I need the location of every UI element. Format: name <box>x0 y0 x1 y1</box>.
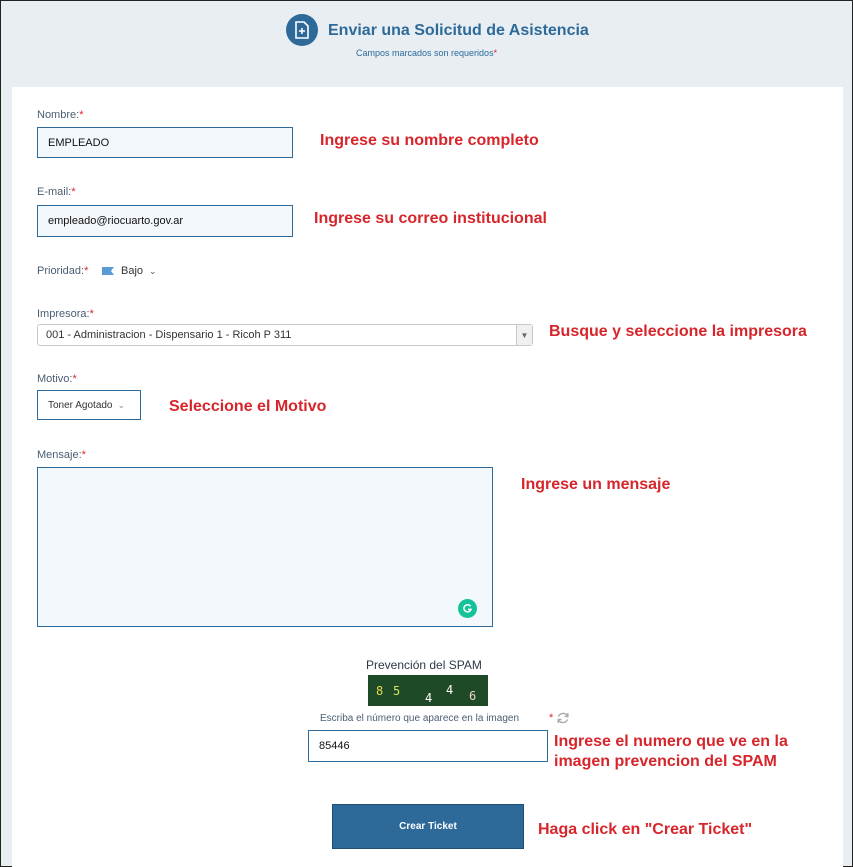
captcha-required-mark: * <box>549 712 554 724</box>
impresora-value: 001 - Administracion - Dispensario 1 - Ricoh P 311 <box>46 329 292 341</box>
select-arrow-icon[interactable]: ▼ <box>516 325 532 345</box>
mensaje-annotation: Ingrese un mensaje <box>521 476 671 493</box>
new-document-icon <box>286 14 318 46</box>
nombre-label: Nombre:* <box>37 109 84 121</box>
motivo-label: Motivo:* <box>37 373 77 385</box>
motivo-annotation: Seleccione el Motivo <box>169 398 327 415</box>
email-input[interactable]: empleado@riocuarto.gov.ar <box>37 205 293 237</box>
impresora-select[interactable] <box>37 324 533 346</box>
impresora-label: Impresora:* <box>37 308 94 320</box>
spam-title: Prevención del SPAM <box>366 658 482 672</box>
chevron-down-icon: ⌄ <box>149 265 157 276</box>
email-annotation: Ingrese su correo institucional <box>314 210 547 227</box>
priority-flag-icon <box>101 266 115 276</box>
page-title: Enviar una Solicitud de Asistencia <box>328 22 589 39</box>
mensaje-label: Mensaje:* <box>37 449 86 461</box>
captcha-image <box>368 675 488 706</box>
motivo-select[interactable] <box>37 390 141 420</box>
prioridad-value: Bajo <box>121 265 144 277</box>
captcha-digit: 4 <box>425 691 433 705</box>
submit-annotation: Haga click en "Crear Ticket" <box>538 821 753 838</box>
captcha-digit: 8 <box>376 684 384 698</box>
grammarly-icon[interactable] <box>458 599 477 618</box>
refresh-icon[interactable] <box>556 711 570 730</box>
captcha-input[interactable]: 85446 <box>308 730 548 762</box>
prioridad-label: Prioridad:* <box>37 265 89 277</box>
chevron-down-icon: ⌄ <box>117 399 126 410</box>
captcha-digit: 4 <box>446 683 454 697</box>
spam-annotation: Ingrese el numero que ve en la imagen prevencion del SPAM <box>554 733 788 770</box>
captcha-digit: 5 <box>393 684 401 698</box>
required-fields-hint: Campos marcados son requeridos* <box>356 48 498 58</box>
captcha-instruction: Escriba el número que aparece en la imagen <box>320 713 520 724</box>
impresora-annotation: Busque y seleccione la impresora <box>549 323 807 340</box>
nombre-input[interactable]: EMPLEADO <box>37 127 293 158</box>
prioridad-dropdown[interactable] <box>101 265 157 277</box>
crear-ticket-button[interactable]: Crear Ticket <box>332 804 524 849</box>
mensaje-textarea[interactable] <box>37 467 493 627</box>
motivo-value: Toner Agotado <box>48 399 113 411</box>
nombre-annotation: Ingrese su nombre completo <box>320 132 539 149</box>
email-label: E-mail:* <box>37 186 76 198</box>
captcha-digit: 6 <box>469 689 477 703</box>
